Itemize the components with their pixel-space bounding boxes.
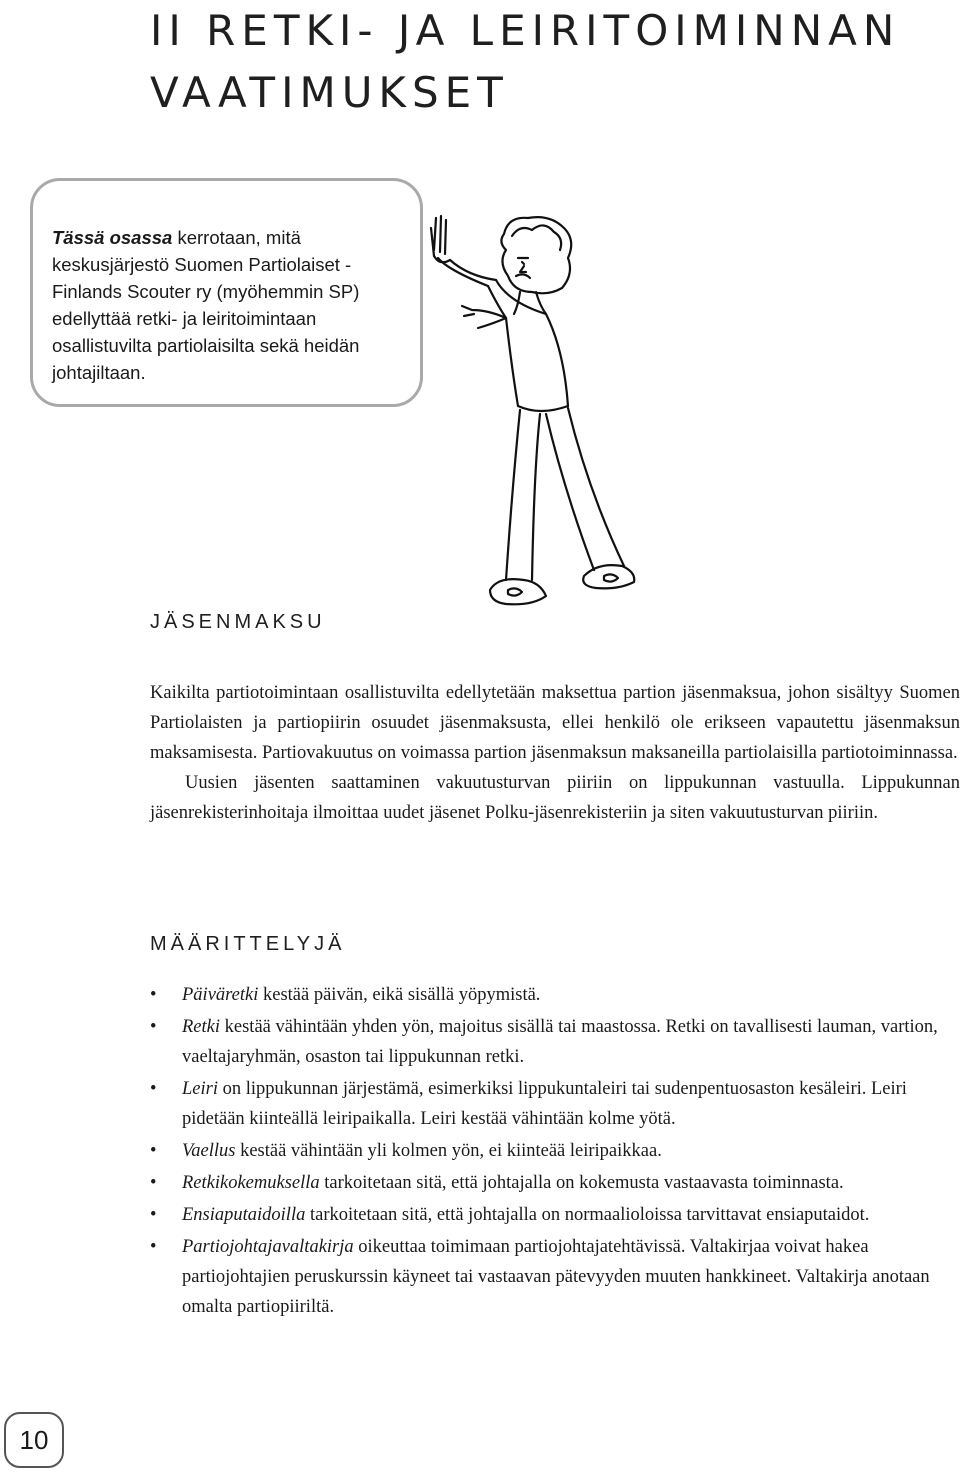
intro-body: kerrotaan, mitä keskusjärjestö Suomen Partiolaiset - Finlands Scouter ry (myöhemmin SP) edellyttää retki- ja leiritoimintaan osallistuvilta partiolaisilta sekä heidän johtajiltaan. [52, 227, 360, 383]
definition-text: oikeuttaa toimimaan partiojohtajatehtävissä. Valtakirjaa voivat hakea partiojohtajien peruskurssin käyneet tai vastaavan pätevyyden muuten hankkineet. Valtakirja anotaan omalta partiopiiriltä. [182, 1237, 930, 1317]
definition-item [150, 1200, 960, 1230]
definition-item [150, 1012, 960, 1072]
chapter-title-line1: II RETKI- JA LEIRITOIMINNAN [150, 6, 901, 55]
definition-item [150, 1168, 960, 1198]
bullet-icon: • [150, 1237, 157, 1257]
definition-term: Partiojohtajavaltakirja [182, 1237, 354, 1257]
membership-heading: JÄSENMAKSU [150, 611, 326, 633]
definitions-heading: MÄÄRITTELYJÄ [150, 933, 346, 955]
chapter-title [150, 0, 900, 124]
intro-text [52, 224, 382, 386]
bullet-icon: • [150, 1205, 157, 1225]
bullet-icon: • [150, 1141, 157, 1161]
bullet-icon: • [150, 985, 157, 1005]
intro-lead: Tässä osassa [52, 227, 173, 248]
definition-item [150, 1232, 960, 1322]
definition-term: Retkikokemuksella [182, 1173, 320, 1193]
definition-text: on lippukunnan järjestämä, esimerkiksi lippukuntaleiri tai sudenpentuosaston kesäleiri. Leiri pidetään kiinteällä leiripaikalla. Leiri kestää vähintään kolme yötä. [182, 1079, 907, 1129]
definition-item [150, 1136, 960, 1166]
bullet-icon: • [150, 1079, 157, 1099]
definition-text: kestää vähintään yli kolmen yön, ei kiinteää leiripaikkaa. [235, 1141, 662, 1161]
definition-term: Retki [182, 1017, 221, 1037]
scout-figure-illustration [428, 210, 640, 620]
definition-term: Päiväretki [182, 985, 259, 1005]
definition-text: tarkoitetaan sitä, että johtajalla on kokemusta vastaavasta toiminnasta. [319, 1173, 844, 1193]
definition-term: Vaellus [182, 1141, 236, 1161]
membership-paragraph-2: Uusien jäsenten saattaminen vakuutusturvan piiriin on lippukunnan vastuulla. Lippukunnan jäsenrekisterinhoitaja ilmoittaa uudet jäsenet Polku-jäsenrekisteriin ja siten vakuutusturvan piiriin. [150, 773, 960, 823]
page-number: 10 [4, 1412, 64, 1468]
definition-text: kestää päivän, eikä sisällä yöpymistä. [258, 985, 541, 1005]
definition-term: Ensiaputaidoilla [182, 1205, 306, 1225]
bullet-icon: • [150, 1173, 157, 1193]
definition-text: tarkoitetaan sitä, että johtajalla on normaalioloissa tarvittavat ensiaputaidot. [305, 1205, 870, 1225]
definitions-list [150, 980, 960, 1324]
bullet-icon: • [150, 1017, 157, 1037]
definition-item [150, 1074, 960, 1134]
definition-item [150, 980, 960, 1010]
membership-body [150, 678, 960, 828]
chapter-title-line2: VAATIMUKSET [150, 68, 509, 117]
definition-text: kestää vähintään yhden yön, majoitus sisällä tai maastossa. Retki on tavallisesti lauman, vartion, vaeltajaryhmän, osaston tai lippukunnan retki. [182, 1017, 938, 1067]
definition-term: Leiri [182, 1079, 218, 1099]
membership-paragraph-1: Kaikilta partiotoimintaan osallistuvilta edellytetään maksettua partion jäsenmaksua, johon sisältyy Suomen Partiolaisten ja partiopiirin osuudet jäsenmaksusta, ellei henkilö ole erikseen vapautettu jäsenmaksun maksamisesta. Partiovakuutus on voimassa partion jäsenmaksun maksaneilla partiolaisilla partiotoiminnassa. [150, 683, 960, 763]
